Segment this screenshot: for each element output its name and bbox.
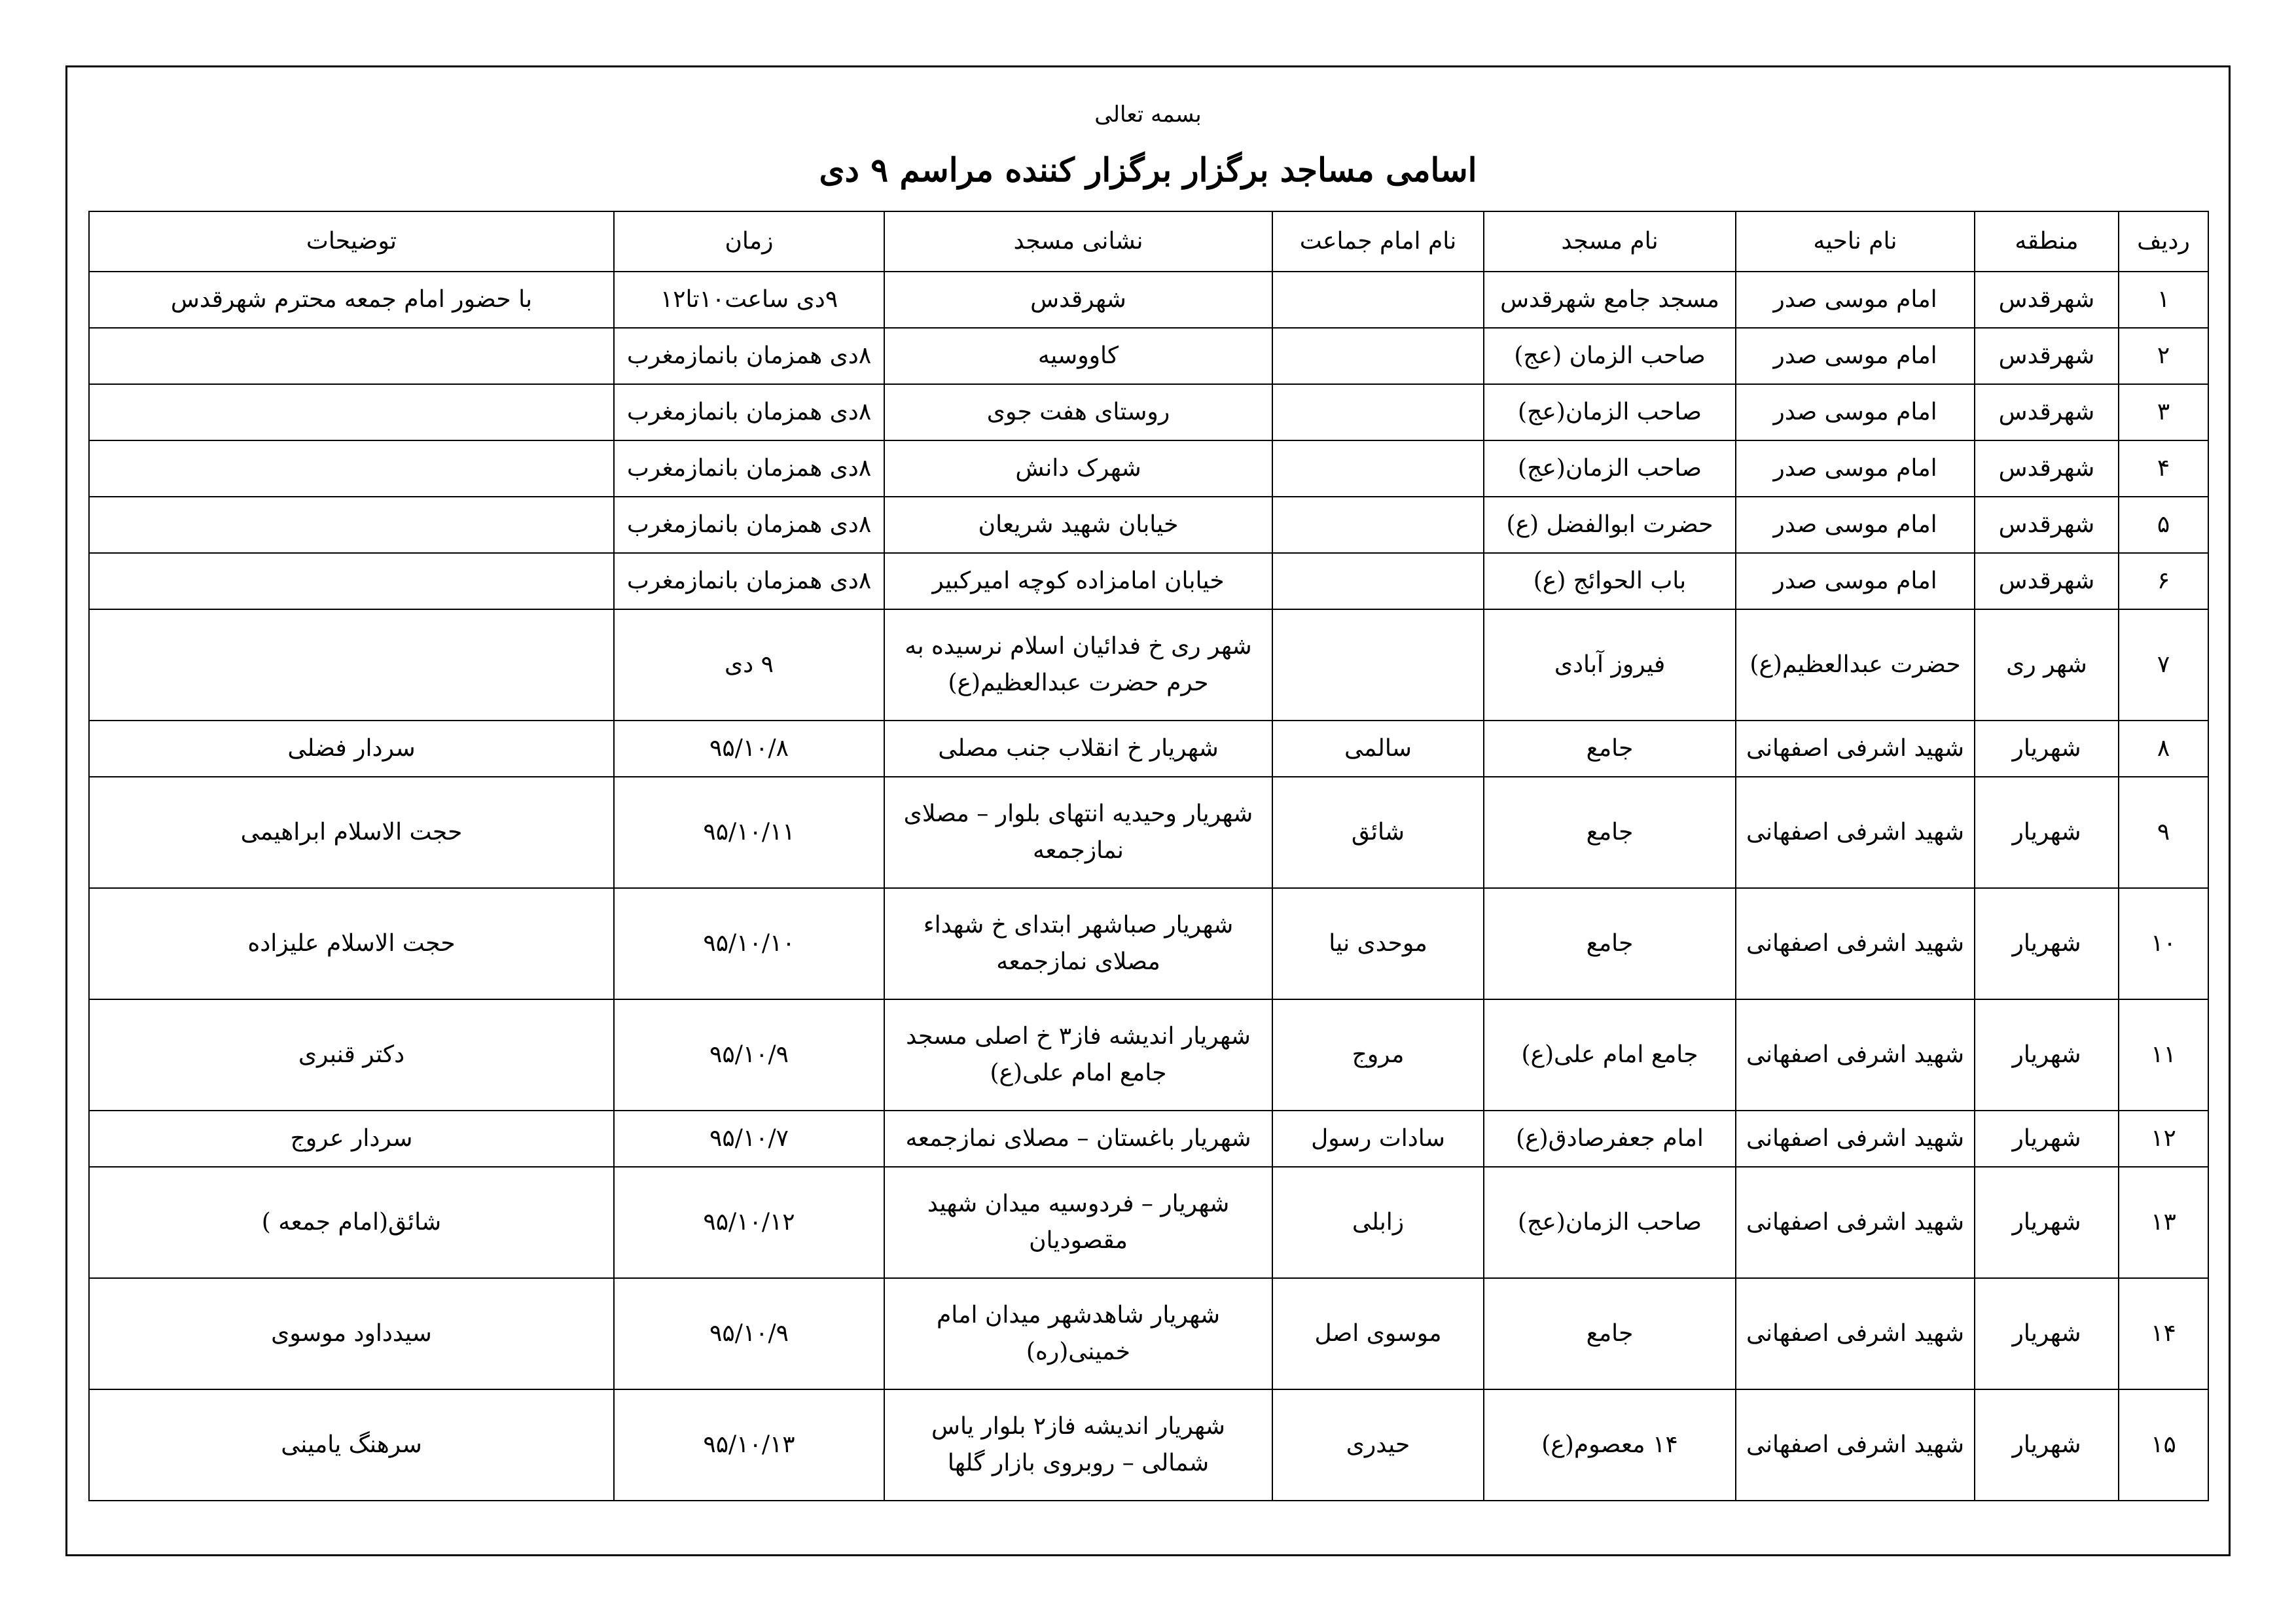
column-header-radif: ردیف — [2119, 211, 2208, 272]
cell-radif: ۷ — [2119, 609, 2208, 721]
cell-radif: ۱۵ — [2119, 1389, 2208, 1501]
cell-mosque-address: شهریار شاهدشهر میدان امام خمینی(ره) — [884, 1278, 1272, 1389]
cell-mosque-name: مسجد جامع شهرقدس — [1484, 272, 1736, 328]
cell-imam-name: سالمی — [1272, 721, 1484, 777]
cell-notes — [89, 384, 614, 440]
cell-district: شهید اشرفی اصفهانی — [1736, 1167, 1975, 1278]
cell-time: ۹۵/۱۰/۷ — [614, 1111, 884, 1167]
table-row — [89, 1167, 2208, 1278]
cell-region: شهریار — [1975, 777, 2119, 888]
cell-time: ۹۵/۱۰/۹ — [614, 999, 884, 1111]
cell-mosque-address: شهریار اندیشه فاز۳ خ اصلی مسجد جامع امام علی(ع) — [884, 999, 1272, 1111]
cell-radif: ۶ — [2119, 553, 2208, 609]
cell-time: ۹۵/۱۰/۱۳ — [614, 1389, 884, 1501]
cell-time: ۹۵/۱۰/۱۰ — [614, 888, 884, 999]
cell-region: شهرقدس — [1975, 272, 2119, 328]
cell-radif: ۱۱ — [2119, 999, 2208, 1111]
cell-time: ۹۵/۱۰/۱۲ — [614, 1167, 884, 1278]
column-header-time: زمان — [614, 211, 884, 272]
table-row — [89, 1111, 2208, 1167]
cell-mosque-address: روستای هفت جوی — [884, 384, 1272, 440]
cell-mosque-name: جامع — [1484, 1278, 1736, 1389]
cell-region: شهر ری — [1975, 609, 2119, 721]
cell-district: شهید اشرفی اصفهانی — [1736, 721, 1975, 777]
cell-district: شهید اشرفی اصفهانی — [1736, 1389, 1975, 1501]
cell-radif: ۱۳ — [2119, 1167, 2208, 1278]
cell-imam-name — [1272, 497, 1484, 553]
cell-radif: ۱۰ — [2119, 888, 2208, 999]
cell-imam-name — [1272, 440, 1484, 497]
cell-region: شهریار — [1975, 1389, 2119, 1501]
cell-region: شهرقدس — [1975, 497, 2119, 553]
cell-time: ۸دی همزمان بانمازمغرب — [614, 328, 884, 384]
cell-notes — [89, 553, 614, 609]
cell-district: امام موسی صدر — [1736, 497, 1975, 553]
cell-time: ۹۵/۱۰/۱۱ — [614, 777, 884, 888]
table-row — [89, 384, 2208, 440]
cell-time: ۸دی همزمان بانمازمغرب — [614, 384, 884, 440]
mosques-table — [88, 211, 2209, 1501]
cell-district: امام موسی صدر — [1736, 384, 1975, 440]
table-row — [89, 1278, 2208, 1389]
table-row — [89, 553, 2208, 609]
cell-region: شهرقدس — [1975, 328, 2119, 384]
cell-imam-name — [1272, 384, 1484, 440]
cell-region: شهریار — [1975, 1111, 2119, 1167]
cell-mosque-address: شهریار خ انقلاب جنب مصلی — [884, 721, 1272, 777]
cell-notes — [89, 609, 614, 721]
cell-mosque-name: باب الحوائج (ع) — [1484, 553, 1736, 609]
cell-mosque-address: شهریار – فردوسیه میدان شهید مقصودیان — [884, 1167, 1272, 1278]
cell-mosque-address: خیابان شهید شریعان — [884, 497, 1272, 553]
cell-district: شهید اشرفی اصفهانی — [1736, 999, 1975, 1111]
cell-imam-name: مروج — [1272, 999, 1484, 1111]
cell-mosque-name: صاحب الزمان(عج) — [1484, 384, 1736, 440]
cell-imam-name — [1272, 272, 1484, 328]
column-header-imam-name: نام امام جماعت — [1272, 211, 1484, 272]
cell-mosque-name: صاحب الزمان (عج) — [1484, 328, 1736, 384]
cell-notes: شائق(امام جمعه ) — [89, 1167, 614, 1278]
cell-mosque-address: خیابان امامزاده کوچه امیرکبیر — [884, 553, 1272, 609]
cell-region: شهریار — [1975, 999, 2119, 1111]
cell-imam-name — [1272, 609, 1484, 721]
cell-notes: حجت الاسلام علیزاده — [89, 888, 614, 999]
cell-district: امام موسی صدر — [1736, 553, 1975, 609]
document-header — [65, 98, 2231, 193]
cell-district: شهید اشرفی اصفهانی — [1736, 888, 1975, 999]
table-row — [89, 999, 2208, 1111]
cell-imam-name: سادات رسول — [1272, 1111, 1484, 1167]
cell-radif: ۹ — [2119, 777, 2208, 888]
cell-notes: حجت الاسلام ابراهیمی — [89, 777, 614, 888]
cell-notes: سیدداود موسوی — [89, 1278, 614, 1389]
cell-time: ۸دی همزمان بانمازمغرب — [614, 497, 884, 553]
cell-radif: ۵ — [2119, 497, 2208, 553]
cell-time: ۹دی ساعت۱۰تا۱۲ — [614, 272, 884, 328]
cell-mosque-address: شهریار صباشهر ابتدای خ شهداء مصلای نمازجمعه — [884, 888, 1272, 999]
bismillah-heading: بسمه تعالی — [1094, 101, 1202, 128]
cell-mosque-name: حضرت ابوالفضل (ع) — [1484, 497, 1736, 553]
cell-time: ۹ دی — [614, 609, 884, 721]
column-header-district: نام ناحیه — [1736, 211, 1975, 272]
cell-radif: ۲ — [2119, 328, 2208, 384]
table-row — [89, 609, 2208, 721]
column-header-mosque-name: نام مسجد — [1484, 211, 1736, 272]
cell-notes: دکتر قنبری — [89, 999, 614, 1111]
table-row — [89, 777, 2208, 888]
cell-imam-name: موحدی نیا — [1272, 888, 1484, 999]
cell-notes — [89, 440, 614, 497]
table-row — [89, 328, 2208, 384]
table-row — [89, 497, 2208, 553]
cell-mosque-address: شهریار اندیشه فاز۲ بلوار یاس شمالی – روبروی بازار گلها — [884, 1389, 1272, 1501]
cell-mosque-name: فیروز آبادی — [1484, 609, 1736, 721]
table-row — [89, 272, 2208, 328]
document-title: اسامی مساجد برگزار برگزار کننده مراسم ۹ دی — [819, 151, 1477, 189]
cell-mosque-name: صاحب الزمان(عج) — [1484, 1167, 1736, 1278]
cell-radif: ۸ — [2119, 721, 2208, 777]
cell-region: شهریار — [1975, 1167, 2119, 1278]
cell-district: شهید اشرفی اصفهانی — [1736, 1278, 1975, 1389]
cell-notes — [89, 497, 614, 553]
cell-mosque-name: ۱۴ معصوم(ع) — [1484, 1389, 1736, 1501]
column-header-region: منطقه — [1975, 211, 2119, 272]
cell-district: شهید اشرفی اصفهانی — [1736, 1111, 1975, 1167]
table-row — [89, 721, 2208, 777]
cell-district: امام موسی صدر — [1736, 272, 1975, 328]
table-row — [89, 888, 2208, 999]
cell-time: ۹۵/۱۰/۸ — [614, 721, 884, 777]
cell-radif: ۱۴ — [2119, 1278, 2208, 1389]
cell-imam-name: شائق — [1272, 777, 1484, 888]
cell-notes: با حضور امام جمعه محترم شهرقدس — [89, 272, 614, 328]
cell-mosque-address: کاووسیه — [884, 328, 1272, 384]
cell-notes: سردار عروج — [89, 1111, 614, 1167]
cell-region: شهریار — [1975, 1278, 2119, 1389]
cell-mosque-name: امام جعفرصادق(ع) — [1484, 1111, 1736, 1167]
cell-mosque-address: شهریار باغستان – مصلای نمازجمعه — [884, 1111, 1272, 1167]
cell-imam-name — [1272, 328, 1484, 384]
cell-region: شهریار — [1975, 888, 2119, 999]
cell-radif: ۱ — [2119, 272, 2208, 328]
cell-mosque-name: جامع — [1484, 721, 1736, 777]
cell-radif: ۳ — [2119, 384, 2208, 440]
cell-mosque-name: صاحب الزمان(عج) — [1484, 440, 1736, 497]
cell-district: امام موسی صدر — [1736, 440, 1975, 497]
cell-mosque-name: جامع — [1484, 888, 1736, 999]
column-header-mosque-address: نشانی مسجد — [884, 211, 1272, 272]
cell-mosque-name: جامع امام علی(ع) — [1484, 999, 1736, 1111]
cell-mosque-name: جامع — [1484, 777, 1736, 888]
cell-radif: ۴ — [2119, 440, 2208, 497]
cell-time: ۸دی همزمان بانمازمغرب — [614, 553, 884, 609]
cell-mosque-address: شهریار وحیدیه انتهای بلوار – مصلای نمازجمعه — [884, 777, 1272, 888]
cell-mosque-address: شهرقدس — [884, 272, 1272, 328]
cell-imam-name — [1272, 553, 1484, 609]
cell-notes — [89, 328, 614, 384]
cell-district: حضرت عبدالعظیم(ع) — [1736, 609, 1975, 721]
cell-time: ۹۵/۱۰/۹ — [614, 1278, 884, 1389]
table-header-row — [89, 211, 2208, 272]
cell-region: شهریار — [1975, 721, 2119, 777]
cell-imam-name: زابلی — [1272, 1167, 1484, 1278]
table-row — [89, 440, 2208, 497]
table-row — [89, 1389, 2208, 1501]
column-header-notes: توضیحات — [89, 211, 614, 272]
cell-district: شهید اشرفی اصفهانی — [1736, 777, 1975, 888]
cell-mosque-address: شهرک دانش — [884, 440, 1272, 497]
cell-region: شهرقدس — [1975, 384, 2119, 440]
cell-notes: سردار فضلی — [89, 721, 614, 777]
cell-district: امام موسی صدر — [1736, 328, 1975, 384]
cell-mosque-address: شهر ری خ فدائیان اسلام نرسیده به حرم حضرت عبدالعظیم(ع) — [884, 609, 1272, 721]
cell-imam-name: موسوی اصل — [1272, 1278, 1484, 1389]
cell-region: شهرقدس — [1975, 553, 2119, 609]
cell-time: ۸دی همزمان بانمازمغرب — [614, 440, 884, 497]
cell-imam-name: حیدری — [1272, 1389, 1484, 1501]
cell-region: شهرقدس — [1975, 440, 2119, 497]
cell-notes: سرهنگ یامینی — [89, 1389, 614, 1501]
cell-radif: ۱۲ — [2119, 1111, 2208, 1167]
